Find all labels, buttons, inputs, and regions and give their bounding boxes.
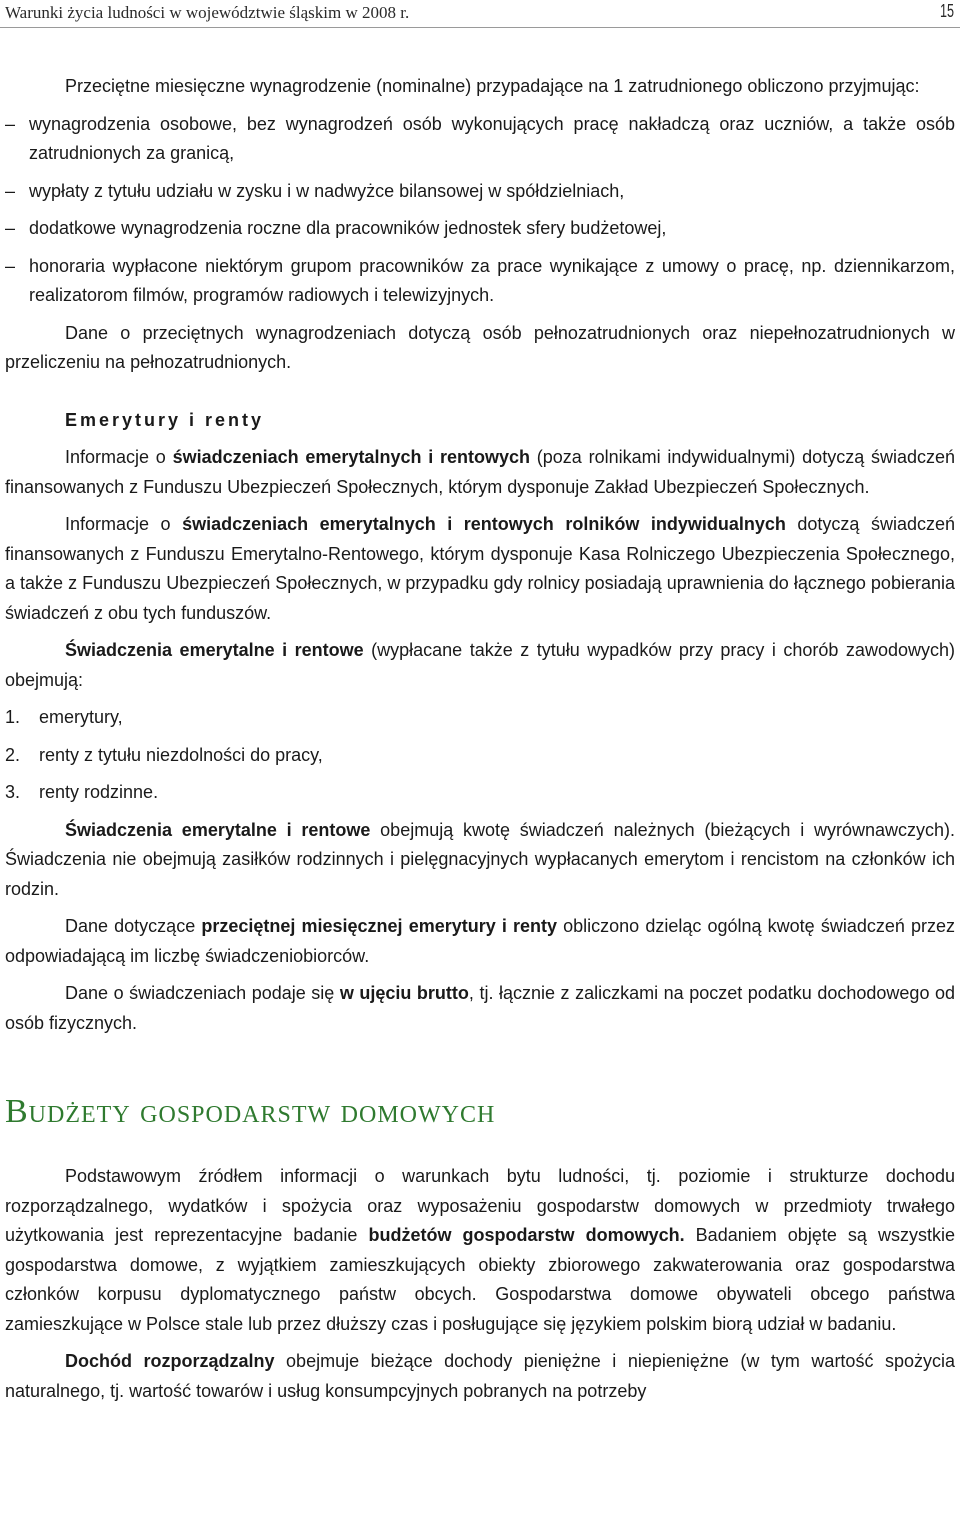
list-item: 1. emerytury, [5,707,123,727]
pensions-paragraph-5: Dane dotyczące przeciętnej miesięcznej emerytury i renty obliczono dzieląc ogólną kwotę świadczeń przez odpowiadającą im liczbę świadczeniobiorców. [5,916,956,966]
section-subheading: Emerytury i renty [65,409,265,430]
section-title: Budżety gospodarstw domowych [5,1093,496,1130]
list-item: – wynagrodzenia osobowe, bez wynagrodzeń osób wykonujących pracę nakładczą oraz uczniów, a także osób zatrudnionych za granicą, [5,110,955,169]
list-item: – wypłaty z tytułu udziału w zysku i w nadwyżce bilansowej w spółdzielniach, [5,177,955,207]
page-content [5,72,955,1406]
running-header [0,0,960,28]
page-number: 15 [939,1,954,21]
pensions-paragraph-1: Informacje o świadczeniach emerytalnych i rentowych (poza rolnikami indywidualnymi) dotyczą świadczeń finansowanych z Funduszu Ubezpieczeń Społecznych, którym dysponuje Zakład Ubezpieczeń Społecznych. [5,447,956,497]
wages-components-list [5,110,955,311]
pensions-types-list [5,703,955,808]
budgets-paragraph-2: Dochód rozporządzalny obejmuje bieżące dochody pieniężne i niepieniężne (w tym wartość spożycia naturalnego, tj. wartość towarów i usług konsumpcyjnych pobranych na potrzeby [5,1351,955,1401]
wages-note: Dane o przeciętnych wynagrodzeniach dotyczą osób pełnozatrudnionych oraz niepełnozatrudnionych w przeliczeniu na pełnozatrudnionych. [5,322,955,372]
wages-intro: Przeciętne miesięczne wynagrodzenie (nominalne) przypadające na 1 zatrudnionego obliczono przyjmując: [65,76,920,96]
pensions-paragraph-2: Informacje o świadczeniach emerytalnych i rentowych rolników indywidualnych dotyczą świadczeń finansowanych z Funduszu Emerytalno-Rentowego, którym dysponuje Kasa Rolniczego Ubezpieczenia Społecznego, a także z Funduszu Ubezpieczeń Społecznych, w przypadku gdy rolnicy posiadają uprawnienia do łącznego pobierania świadczeń z obu tych funduszów. [5,514,955,623]
pensions-paragraph-4: Świadczenia emerytalne i rentowe obejmują kwotę świadczeń należnych (bieżących i wyrównawczych). Świadczenia nie obejmują zasiłków rodzinnych i pielęgnacyjnych wypłacanych emerytom i rencistom na członków ich rodzin. [5,819,955,899]
list-item: 3. renty rodzinne. [5,782,159,802]
list-item: 2. renty z tytułu niezdolności do pracy, [5,744,323,765]
budgets-paragraph-1: Podstawowym źródłem informacji o warunkach bytu ludności, tj. poziomie i strukturze dochodu rozporządzalnego, wydatków i spożycia oraz wyposażeniu gospodarstw domowych w przedmioty trwałego użytkowania jest reprezentacyjne badanie budżetów gospodarstw domowych. Badaniem objęte są wszystkie gospodarstwa domowe, z wyjątkiem zamieszkujących obiekty zbiorowego zakwaterowania oraz gospodarstwa członków korpusu dyplomatycznego państw obcych. Gospodarstwa domowe obywateli obcego państwa zamieszkujące w Polsce stale lub przez dłuższy czas i posługujące się językiem polskim biorą udział w badaniu. [5,1166,955,1334]
pensions-paragraph-3: Świadczenia emerytalne i rentowe (wypłacane także z tytułu wypadków przy pracy i chorób zawodowych) obejmują: [5,640,955,690]
running-header-title: Warunki życia ludności w województwie śląskim w 2008 r. [5,3,410,22]
pensions-paragraph-6: Dane o świadczeniach podaje się w ujęciu brutto, tj. łącznie z zaliczkami na poczet podatku dochodowego od osób fizycznych. [5,983,956,1033]
list-item: – honoraria wypłacone niektórym grupom pracowników za prace wynikające z umowy o pracę, np. dziennikarzom, realizatorom filmów, programów radiowych i telewizyjnych. [5,252,955,311]
list-item: – dodatkowe wynagrodzenia roczne dla pracowników jednostek sfery budżetowej, [5,214,955,244]
